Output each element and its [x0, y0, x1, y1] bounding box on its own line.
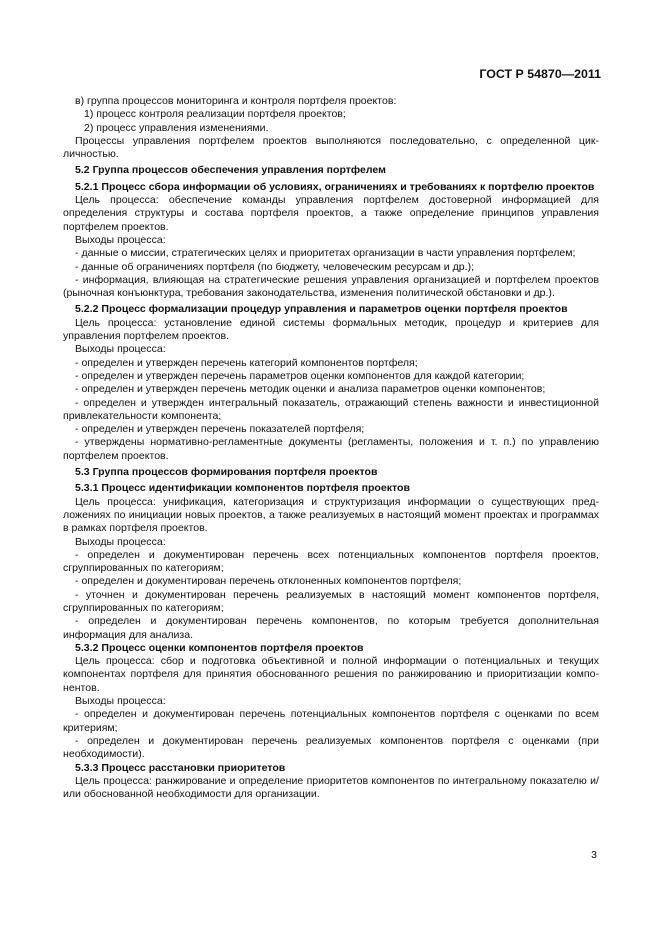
- subsection-heading: 5.3.1 Процесс идентификации компонентов портфеля проектов: [75, 482, 410, 495]
- list-item: 1) процесс контроля реализации портфеля проектов;: [84, 108, 346, 121]
- list-item: - определен и утвержден перечень методик оценки и анализа параметров оценки компонентов;: [75, 383, 546, 396]
- list-item: - определен и документирован перечень потенциальных компонентов портфеля с оценками по всем критериям;: [63, 708, 599, 734]
- subsection-heading: 5.3.2 Процесс оценки компонентов портфеля проектов: [75, 641, 364, 654]
- paragraph: Цель процесса: унификация, категоризация и структуризация информации о существующих предложениях по инициации новых проектов, а также реализуемых в настоящий момент проектах и программах в рамках портфеля проектов.: [63, 495, 599, 535]
- paragraph: Цель процесса: обеспечение команды управления портфелем достоверной информацией для определения структуры и состава портфеля проектов, а также определение принципов управления портфелем проектов.: [63, 194, 599, 233]
- subsection-heading: 5.3.3 Процесс расстановки приоритетов: [75, 761, 286, 774]
- section-heading: 5.2 Группа процессов обеспечения управления портфелем: [75, 164, 386, 177]
- paragraph: Процессы управления портфелем проектов выполняются последовательно, с определенной цикличностью.: [63, 134, 599, 161]
- list-item: - определен и документирован перечень отклоненных компонентов портфеля;: [75, 575, 462, 588]
- paragraph: Выходы процесса:: [75, 695, 166, 708]
- page-number: 3: [591, 849, 597, 861]
- subsection-heading: 5.2.1 Процесс сбора информации об условиях, ограничениях и требованиях к портфелю проектов: [75, 180, 595, 193]
- list-item: - определен и документирован перечень всех потенциальных компонентов портфеля проектов, сгруппированных по категориям;: [63, 548, 599, 575]
- page-content: [63, 95, 599, 801]
- list-item: - уточнен и документирован перечень реализуемых в настоящий момент компонентов портфеля, сгруппированных по категориям;: [63, 588, 599, 614]
- paragraph: Цель процесса: установление единой системы формальных методик, процедур и критериев для управления портфелем проектов.: [63, 316, 599, 343]
- standard-designation: ГОСТ Р 54870—2011: [479, 67, 601, 81]
- list-item: - утверждены нормативно-регламентные документы (регламенты, положения и т. п.) по управлению портфелем проектов.: [63, 436, 599, 462]
- paragraph: Выходы процесса:: [75, 233, 166, 246]
- list-item: - информация, влияющая на стратегические решения управления организацией и портфелем проектов (рыночная конъюнктура, требования законодательства, изменения политической обстановки и др.).: [63, 273, 599, 300]
- paragraph: Выходы процесса:: [75, 343, 166, 356]
- subsection-heading: 5.2.2 Процесс формализации процедур управления и параметров оценки портфеля проектов: [75, 303, 568, 316]
- list-item: - определен и утвержден перечень категорий компонентов портфеля;: [75, 356, 418, 369]
- paragraph: Выходы процесса:: [75, 535, 166, 548]
- list-item: - определен и утвержден интегральный показатель, отражающий степень важности и инвестиционной привлекательности компонента;: [63, 396, 599, 422]
- list-item: в) группа процессов мониторинга и контроля портфеля проектов:: [75, 95, 397, 107]
- list-item: 2) процесс управления изменениями.: [84, 121, 269, 134]
- paragraph: Цель процесса: сбор и подготовка объективной и полной информации о потенциальных и текущих компонентах портфеля для принятия обоснованного решения по ранжированию и приоритизации компонентов.: [63, 655, 599, 694]
- list-item: - определен и документирован перечень реализуемых компонентов портфеля с оценками (при необходимости).: [63, 734, 599, 761]
- list-item: - данные о миссии, стратегических целях и приоритетах организации в части управления портфелем;: [75, 247, 576, 260]
- list-item: - данные об ограничениях портфеля (по бюджету, человеческим ресурсам и др.);: [75, 260, 475, 273]
- list-item: - определен и документирован перечень компонентов, по которым требуется дополнительная информация для анализа.: [63, 615, 599, 641]
- section-heading: 5.3 Группа процессов формирования портфеля проектов: [75, 466, 378, 479]
- list-item: - определен и утвержден перечень параметров оценки компонентов для каждой категории;: [75, 369, 525, 382]
- list-item: - определен и утвержден перечень показателей портфеля;: [75, 423, 365, 436]
- paragraph: Цель процесса: ранжирование и определение приоритетов компонентов по интегральному показателю и/или обоснованной необходимости для организации.: [63, 774, 599, 801]
